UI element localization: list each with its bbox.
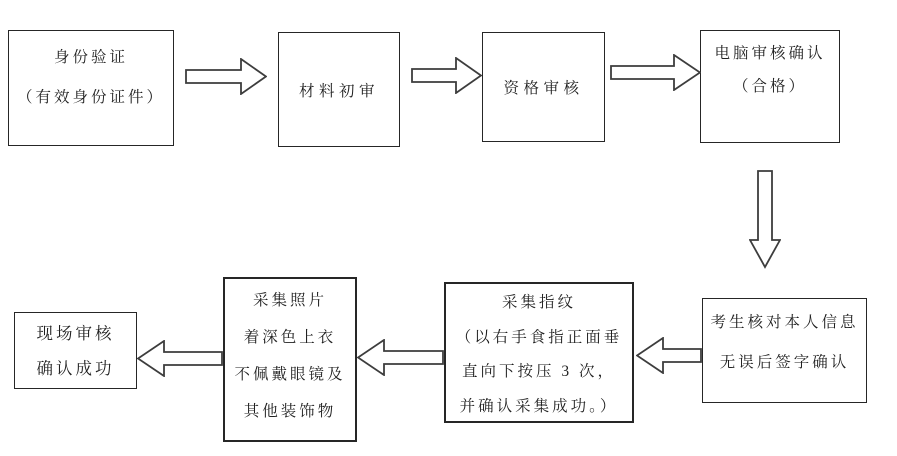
flow-step-text: 确认成功 bbox=[36, 359, 115, 378]
flow-step-onsite-confirmation-success bbox=[14, 312, 137, 389]
flow-step-text: 着深色上衣 bbox=[243, 329, 337, 346]
arrow-fingerprint-to-photo-icon bbox=[357, 339, 444, 376]
flow-step-text: 身份验证 bbox=[53, 49, 128, 66]
arrow-computer-to-candidate-icon bbox=[749, 170, 781, 269]
flow-step-text: 资格审核 bbox=[503, 80, 584, 97]
arrow-qualification-to-computer-icon bbox=[610, 54, 701, 91]
flow-step-computer-confirmation bbox=[700, 30, 840, 143]
flow-step-text: （有效身份证件） bbox=[16, 89, 165, 106]
flow-step-text: （合格） bbox=[732, 78, 807, 95]
flow-step-photo-collection bbox=[223, 277, 357, 442]
arrow-photo-to-success-icon bbox=[137, 340, 223, 377]
flow-step-text: 现场审核 bbox=[36, 324, 115, 343]
flow-step-text: 无误后签字确认 bbox=[719, 354, 850, 371]
flow-step-text: 考生核对本人信息 bbox=[710, 314, 859, 331]
flow-step-text: 采集照片 bbox=[252, 292, 327, 309]
flow-step-candidate-signature bbox=[702, 298, 867, 403]
flow-step-text: 其他装饰物 bbox=[243, 403, 337, 420]
flow-step-material-review bbox=[278, 32, 400, 147]
flow-step-text: 并确认采集成功。） bbox=[459, 397, 619, 415]
flow-step-text: 电脑审核确认 bbox=[714, 45, 826, 62]
arrow-identity-to-material-icon bbox=[185, 58, 267, 95]
flow-step-text: 采集指纹 bbox=[501, 294, 576, 311]
flow-step-text: 材料初审 bbox=[298, 82, 379, 100]
arrow-candidate-to-fingerprint-icon bbox=[636, 337, 702, 374]
flow-step-identity-verification bbox=[8, 30, 174, 146]
flow-step-text: 直向下按压 3 次， bbox=[461, 363, 616, 380]
flow-step-text: （以右手食指正面垂 bbox=[455, 328, 623, 346]
flow-step-fingerprint-collection bbox=[444, 282, 634, 423]
flow-step-qualification-review bbox=[482, 32, 605, 142]
arrow-material-to-qualification-icon bbox=[411, 57, 482, 94]
flow-step-text: 不佩戴眼镜及 bbox=[234, 366, 346, 383]
